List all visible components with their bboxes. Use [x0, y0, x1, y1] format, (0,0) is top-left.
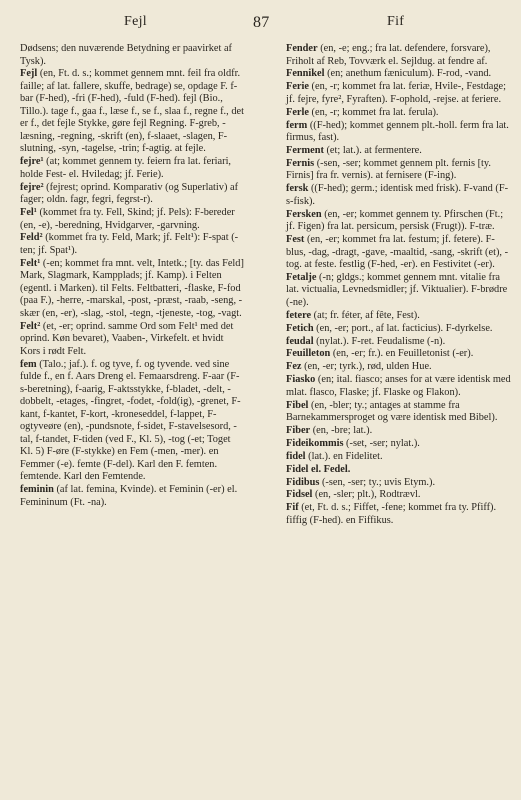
entry-headword: ferm — [286, 119, 308, 131]
entry-headword: Felt¹ — [20, 257, 41, 269]
dictionary-entry — [286, 336, 511, 349]
entry-headword: Fernis — [286, 157, 315, 169]
entry-headword: Fetalje — [286, 271, 317, 283]
dictionary-entry — [286, 348, 511, 361]
right-column — [286, 43, 511, 528]
entry-body: (-sen, -ser; kommet gennem plt. fernis [ty. Firnis] fra fr. vernis). at fernisere (F-ing). — [286, 157, 492, 182]
dictionary-entry — [286, 489, 511, 502]
entry-headword: Fest — [286, 234, 305, 246]
entry-headword: fetere — [286, 309, 312, 321]
entry-headword: Fersken — [286, 208, 322, 220]
dictionary-entry — [286, 183, 511, 208]
dictionary-entry — [20, 156, 245, 181]
entry-body: (en, -er; tyrk.), rød, ulden Hue. — [301, 361, 432, 373]
entry-body: (et, Ft. d. s.; Fiffet, -fene; kommet fra ty. Pfiff). fiffig (F-hed). en Fiffikus. — [286, 502, 497, 526]
entry-headword: Fender — [286, 43, 318, 54]
entry-body: (en, -er; port., af lat. facticius). F-dyrkelse. — [313, 322, 493, 334]
dictionary-entry — [20, 232, 245, 257]
entry-body: (en; ital. fiasco; anses for at være identisk med mlat. flasco, Flaske; jf. Flaske og Flakon). — [286, 374, 511, 398]
dictionary-entry — [20, 359, 245, 484]
entry-body: (-sen, -ser; ty.; uvis Etym.). — [319, 476, 436, 488]
entry-body: (kommet fra ty. Fell, Skind; jf. Pels): F-bereder (en, -e), -beredning, Hvidgarver, -garvning. — [20, 207, 235, 231]
entry-headword: Fideikommis — [286, 437, 344, 449]
entry-headword: fejre¹ — [20, 156, 44, 168]
entry-body: (-en; kommet fra mnt. velt, Intetk.; [ty. das Feld] Mark, Slagmark, Kampplads; jf. Kamp). i Felten (egentl. i Marken). til Felts. Feltbatteri, -flaske, F-fod (paa F.), -herre, -marskal, -post, -præst, -raab, -seng, -skær (en, -er), -slag, -stol, -tegn, -tjeneste, -tog, -vagt. — [20, 257, 244, 319]
entry-body: (nylat.). F-ret. Feudalisme (-n). — [313, 335, 446, 347]
dictionary-entry — [20, 68, 245, 156]
entry-headword: Fidsel — [286, 489, 313, 501]
dictionary-entry — [286, 43, 511, 68]
entry-body: (en, -bler; ty.; antages at stamme fra Barnekammersproget og være identisk med Bibel). — [286, 399, 498, 424]
dictionary-entry — [286, 68, 511, 81]
dictionary-entry — [286, 107, 511, 120]
entry-headword: Ferle — [286, 106, 309, 118]
dictionary-entry — [286, 477, 511, 490]
entry-headword: Fidel el. Fedel. — [286, 463, 351, 475]
entry-body: (fejrest; oprind. Komparativ (og Superlativ) af fager; oldn. fagr, fegri, fegrst-r). — [20, 181, 239, 206]
entry-headword: fersk — [286, 183, 309, 195]
entry-body: (en, -bre; lat.). — [310, 425, 373, 437]
dictionary-entry — [286, 272, 511, 310]
dictionary-entry — [286, 120, 511, 145]
entry-body: (en, -er; fr.). en Feuilletonist (-er). — [330, 348, 474, 360]
dictionary-entry — [20, 182, 245, 207]
entry-body: (kommet fra ty. Feld, Mark; jf. Felt¹): F-spat (-ten; jf. Spat¹). — [20, 232, 239, 256]
entry-headword: fejre² — [20, 181, 44, 193]
dictionary-entry — [20, 43, 245, 68]
entry-headword: fidel — [286, 450, 306, 462]
entry-headword: Fez — [286, 361, 302, 373]
header-left-guideword: Fejl — [124, 14, 147, 29]
dictionary-entry — [20, 321, 245, 359]
left-column — [20, 43, 245, 509]
entry-body: (-set, -ser; nylat.). — [343, 437, 420, 449]
entry-headword: Fejl — [20, 68, 38, 80]
dictionary-entry — [286, 464, 511, 477]
entry-headword: Feld² — [20, 232, 43, 244]
entry-body: (at; fr. féter, af fête, Fest). — [311, 309, 420, 321]
entry-body: ((F-hed); kommet gennem plt.-holl. ferm fra lat. firmus, fast). — [286, 119, 509, 144]
entry-headword: Fel¹ — [20, 207, 37, 219]
entry-headword: fem — [20, 358, 37, 370]
entry-headword: feminin — [20, 484, 54, 496]
entry-headword: Fidibus — [286, 476, 320, 488]
page-number: 87 — [253, 14, 270, 31]
page-header — [0, 14, 521, 36]
entry-headword: Ferie — [286, 81, 309, 93]
entry-headword: Fiber — [286, 425, 311, 437]
entry-body: (et; lat.). at fermentere. — [323, 144, 422, 156]
dictionary-entry — [286, 145, 511, 158]
entry-body: (en, -e; eng.; fra lat. defendere, forsvare), Friholt af Reb, Tovværk el. Sejldug. at fendre af. — [286, 43, 491, 67]
dictionary-entry — [286, 234, 511, 272]
dictionary-entry — [286, 438, 511, 451]
entry-body: (lat.). en Fidelitet. — [305, 450, 383, 462]
entry-body: Dødsens; den nuværende Betydning er paavirket af Tysk). — [20, 43, 232, 67]
entry-headword: Fennikel — [286, 68, 325, 80]
dictionary-entry — [286, 209, 511, 234]
dictionary-entry — [20, 207, 245, 232]
dictionary-entry — [286, 400, 511, 425]
dictionary-entry — [286, 361, 511, 374]
dictionary-entry — [286, 158, 511, 183]
entry-headword: Felt² — [20, 320, 41, 332]
entry-body: (en; anethum fæniculum). F-rod, -vand. — [324, 68, 492, 80]
entry-body: (en, Ft. d. s.; kommet gennem mnt. feil fra oldfr. faille; af lat. fallere, skuffe, bedrage) se, opdage F. f-bar (F-hed), -fri (F-hed), -fuld (F-hed). fejl (Bio., Tillo.). tage f., gaa f., læse f., se f., slaa f., regne f., det er f., det fejle Stykke, gøre fejl Regning. F-greb, -læsning, -regning, -skrift (en), f-slaaet, -slagen, F-slutning, -syn, -tagelse, -trin; f-agtig. at fejle. — [20, 68, 244, 155]
entry-body: (en, -r; kommet fra lat. ferula). — [308, 106, 439, 118]
dictionary-entry — [286, 310, 511, 323]
dictionary-entry — [286, 425, 511, 438]
entry-headword: Ferment — [286, 144, 324, 156]
entry-body: (-n; gldgs.; kommet gennem mnt. vitalie fra lat. victualia, Levnedsmidler; jf. Viktualier). F-brødre (-ne). — [286, 271, 508, 308]
dictionary-entry — [286, 323, 511, 336]
entry-headword: Feuilleton — [286, 348, 331, 360]
entry-body: (af lat. femina, Kvinde). et Feminin (-er) el. Femininum (Ft. -na). — [20, 484, 238, 508]
entry-headword: feudal — [286, 335, 314, 347]
dictionary-entry — [286, 81, 511, 106]
dictionary-entry — [286, 451, 511, 464]
entry-headword: Fif — [286, 502, 299, 514]
entry-body: (at; kommet gennem ty. feiern fra lat. feriari, holde Fest- el. Hviledag; jf. Ferie). — [20, 156, 232, 180]
entry-body: (en, -er; kommet fra lat. festum; jf. fetere). F-blus, -dag, -dragt, -gave, -maaltid, -sang, -skrift (et), -tog. at feste. festlig (F-hed, -er). en Festivitet (-er). — [286, 234, 509, 271]
entry-body: (en, -r; kommet fra lat. feriæ, Hvile-, Festdage; jf. fejre, fyre², Fyraften). F-ophold, -rejse. at feriere. — [286, 81, 507, 105]
entry-body: (en, -er; kommet gennem ty. Pfirschen (Ft.; jf. Figen) fra lat. persicum, persisk (Frugt)). F-træ. — [286, 208, 504, 233]
dictionary-entry — [20, 484, 245, 509]
entry-headword: Fiasko — [286, 374, 316, 386]
entry-body: ((F-hed); germ.; identisk med frisk). F-vand (F-s-fisk). — [286, 183, 509, 207]
dictionary-entry — [286, 374, 511, 399]
entry-body: (en, -sler; plt.), Rodtrævl. — [312, 489, 421, 501]
dictionary-entry — [286, 502, 511, 527]
dictionary-entry — [20, 258, 245, 321]
entry-body: (et, -er; oprind. samme Ord som Felt¹ med det oprind. Køn bevaret), Vaaben-, Virkefelt. et hvidt Kors i rødt Felt. — [20, 320, 234, 357]
header-right-guideword: Fif — [387, 14, 405, 29]
entry-headword: Fetich — [286, 322, 314, 334]
entry-headword: Fibel — [286, 399, 309, 411]
entry-body: (Talo.; jaf.). f. og tyve, f. og tyvende. ved sine fulde f., en f. Aars Dreng el. Femaarsdreng. F-aar (F-s-beretning), f-aarig, F-aktsstykke, f-bladet, -delt, -dobbelt, -etages, -fingret, -fodet, -fold(ig), -grenet, F-kant, f-kantet, F-kort, -kroneseddel, f-lappet, F-ogtyveøre (en), -pundsnote, f-sidet, F-stavelsesord, -tal, f-tandet, F-tiden (ved F., Kl. 5), -tog (-et; Toget Kl. 5) F-øre (F-stykke) en Fem (-men, -mer). en Femmer (-e). femte (F-del). Karl den F. femten. femtende. Karl den Femtende. — [20, 358, 241, 483]
